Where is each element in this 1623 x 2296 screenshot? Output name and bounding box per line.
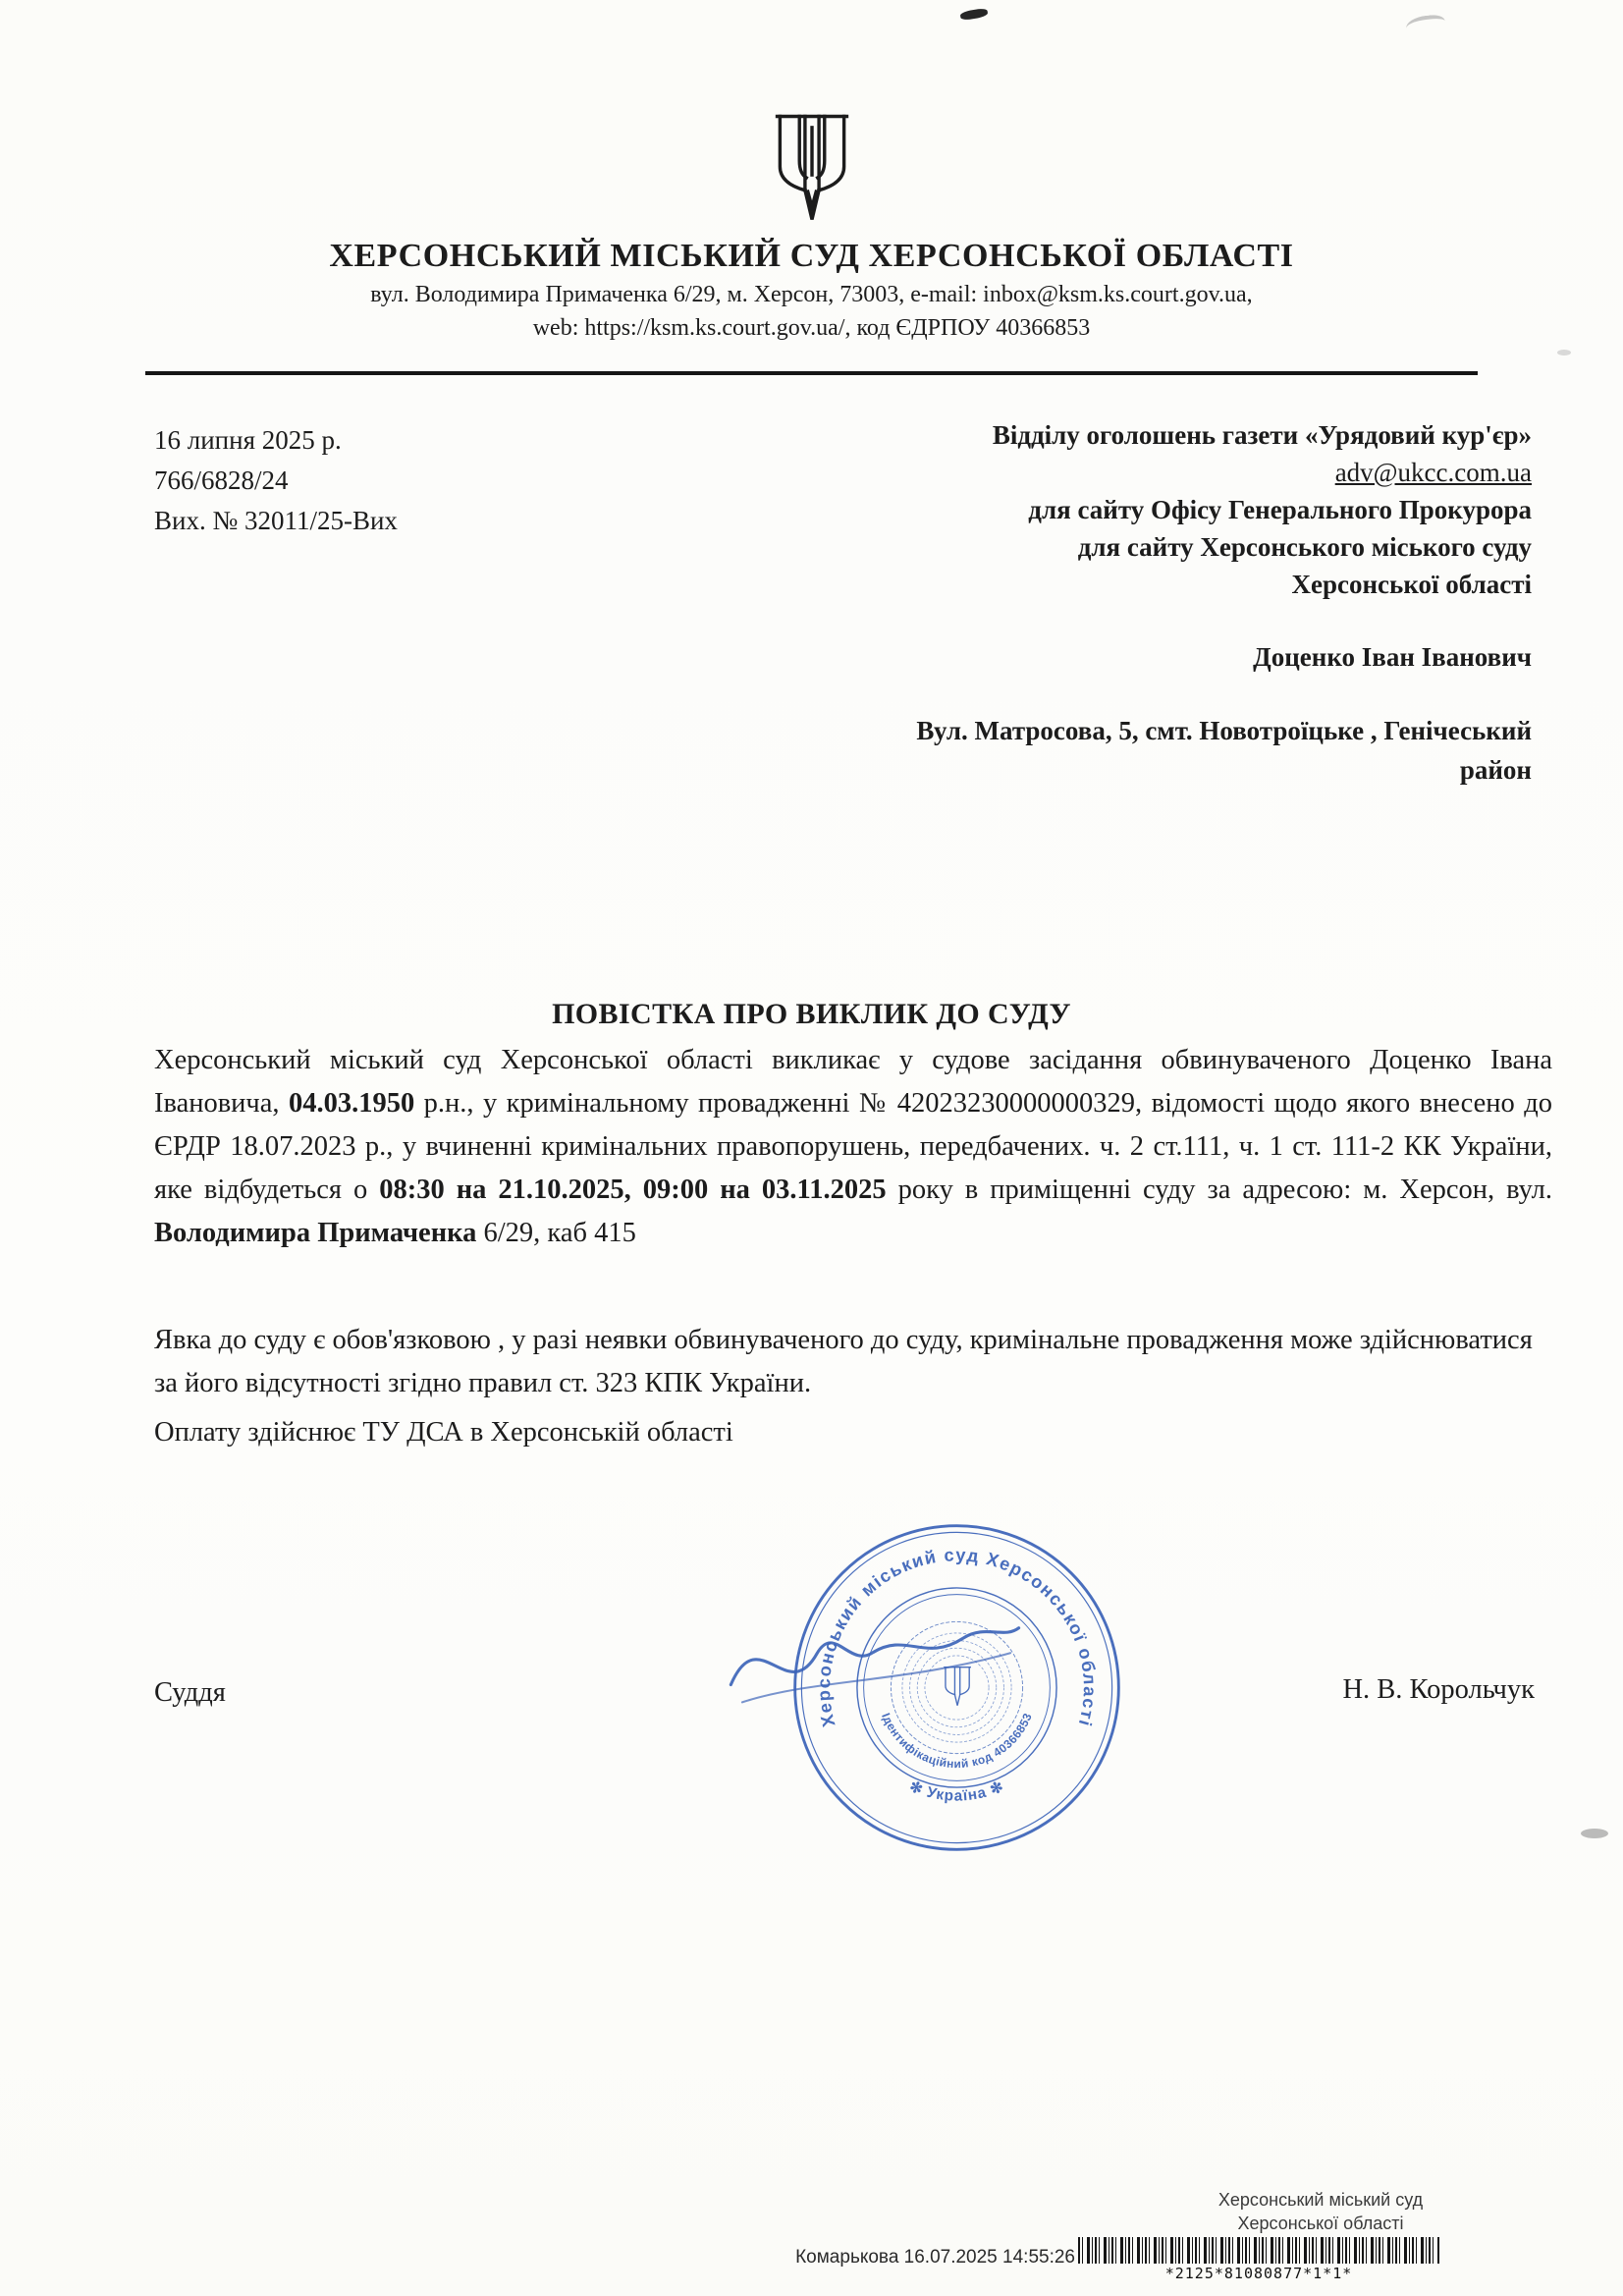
judge-label: Суддя	[154, 1677, 226, 1708]
stamp-ring-text: Херсонський міський суд Херсонської області	[813, 1545, 1100, 1729]
body-text-segment: Херсонський міський суд Херсонської області викликає у судове засідання обвинуваченого Доценко Івана Івановича,	[154, 1045, 1552, 1119]
footer-court-block	[1159, 2188, 1483, 2235]
street-bold: Володимира Примаченка	[154, 1218, 477, 1248]
hearing-datetime-bold: 08:30 на 21.10.2025, 09:00 на 03.11.2025	[379, 1175, 887, 1205]
recipient-email-line	[864, 454, 1532, 491]
body-text-segment: р.н., у кримінальному провадженні № 42023230000000329, відомості щодо якого внесено до ЄРДР 18.07.2023 р., у вчиненні кримінальних правопорушень, передбачених. ч. 2 ст.111, ч. 1 ст. 111-2 КК України, яке відбудеться о	[154, 1088, 1552, 1205]
outgoing-meta-block	[154, 420, 398, 541]
barcode-block	[1078, 2237, 1439, 2282]
stamp-country-text: ✻ Україна ✻	[906, 1777, 1007, 1805]
judge-signature-stroke	[718, 1590, 1030, 1738]
recipient-email-link[interactable]: adv@ukcc.com.ua	[1334, 458, 1532, 487]
scan-artifact	[1557, 350, 1571, 355]
scan-artifact	[1581, 1829, 1608, 1838]
court-web-line: web: https://ksm.ks.court.gov.ua/, код ЄДРПОУ 40366853	[532, 315, 1091, 341]
judge-name: Н. В. Корольчук	[1342, 1674, 1535, 1705]
case-number: 766/6828/24	[154, 465, 289, 495]
recipient-site-prosecutor: для сайту Офісу Генерального Прокурора	[1028, 495, 1532, 524]
barcode-value: *2125*81080877*1*1*	[1164, 2265, 1353, 2282]
body-text-segment: 6/29, каб 415	[476, 1218, 636, 1248]
recipient-gazette: Відділу оголошень газети «Урядовий кур'єр»	[992, 420, 1532, 450]
document-title: ПОВІСТКА ПРО ВИКЛИК ДО СУДУ	[552, 998, 1071, 1030]
outgoing-number: Вих. № 32011/25-Вих	[154, 506, 398, 535]
svg-text:✻ Україна ✻	[907, 1778, 1006, 1805]
payment-text: Оплату здійснює ТУ ДСА в Херсонській області	[154, 1417, 733, 1448]
ukraine-trident-emblem	[766, 108, 858, 228]
court-address-line: вул. Володимира Примаченка 6/29, м. Херсон, 73003, e-mail: inbox@ksm.ks.court.gov.ua,	[370, 282, 1253, 307]
recipient-site-court-line1: для сайту Херсонського міського суду	[1077, 532, 1532, 562]
operator-timestamp: Комарькова 16.07.2025 14:55:26	[795, 2247, 1075, 2268]
stamp-code-text: Ідентифікаційний код 40366853	[879, 1711, 1035, 1772]
summons-paragraph	[154, 1039, 1552, 1255]
recipient-block	[864, 416, 1532, 790]
letterhead	[0, 108, 1623, 342]
court-name: ХЕРСОНСЬКИЙ МІСЬКИЙ СУД ХЕРСОНСЬКОЇ ОБЛАСТІ	[329, 238, 1294, 274]
scan-artifact	[959, 8, 988, 22]
letter-date: 16 липня 2025 р.	[154, 425, 342, 455]
obligation-paragraph	[154, 1319, 1552, 1454]
letterhead-divider	[145, 371, 1478, 375]
footer-court-line1: Херсонський міський суд	[1217, 2190, 1424, 2210]
body-text-segment: року в приміщенні суду за адресою: м. Херсон, вул.	[886, 1175, 1552, 1205]
scan-artifact	[1405, 14, 1446, 37]
recipient-site-court-line2: Херсонської області	[1291, 570, 1532, 599]
attendance-obligation-text: Явка до суду є обов'язковою , у разі неявки обвинуваченого до суду, кримінальне провадження може здійснюватися за його відсутності згідно правил ст. 323 КПК України.	[154, 1325, 1533, 1398]
birthdate-bold: 04.03.1950	[288, 1088, 415, 1119]
recipient-address: Вул. Матросова, 5, смт. Новотроїцьке , Генічеський район	[916, 716, 1532, 785]
recipient-person-name: Доценко Іван Іванович	[1253, 642, 1532, 672]
footer-court-line2: Херсонської області	[1237, 2214, 1404, 2233]
barcode	[1078, 2237, 1439, 2264]
